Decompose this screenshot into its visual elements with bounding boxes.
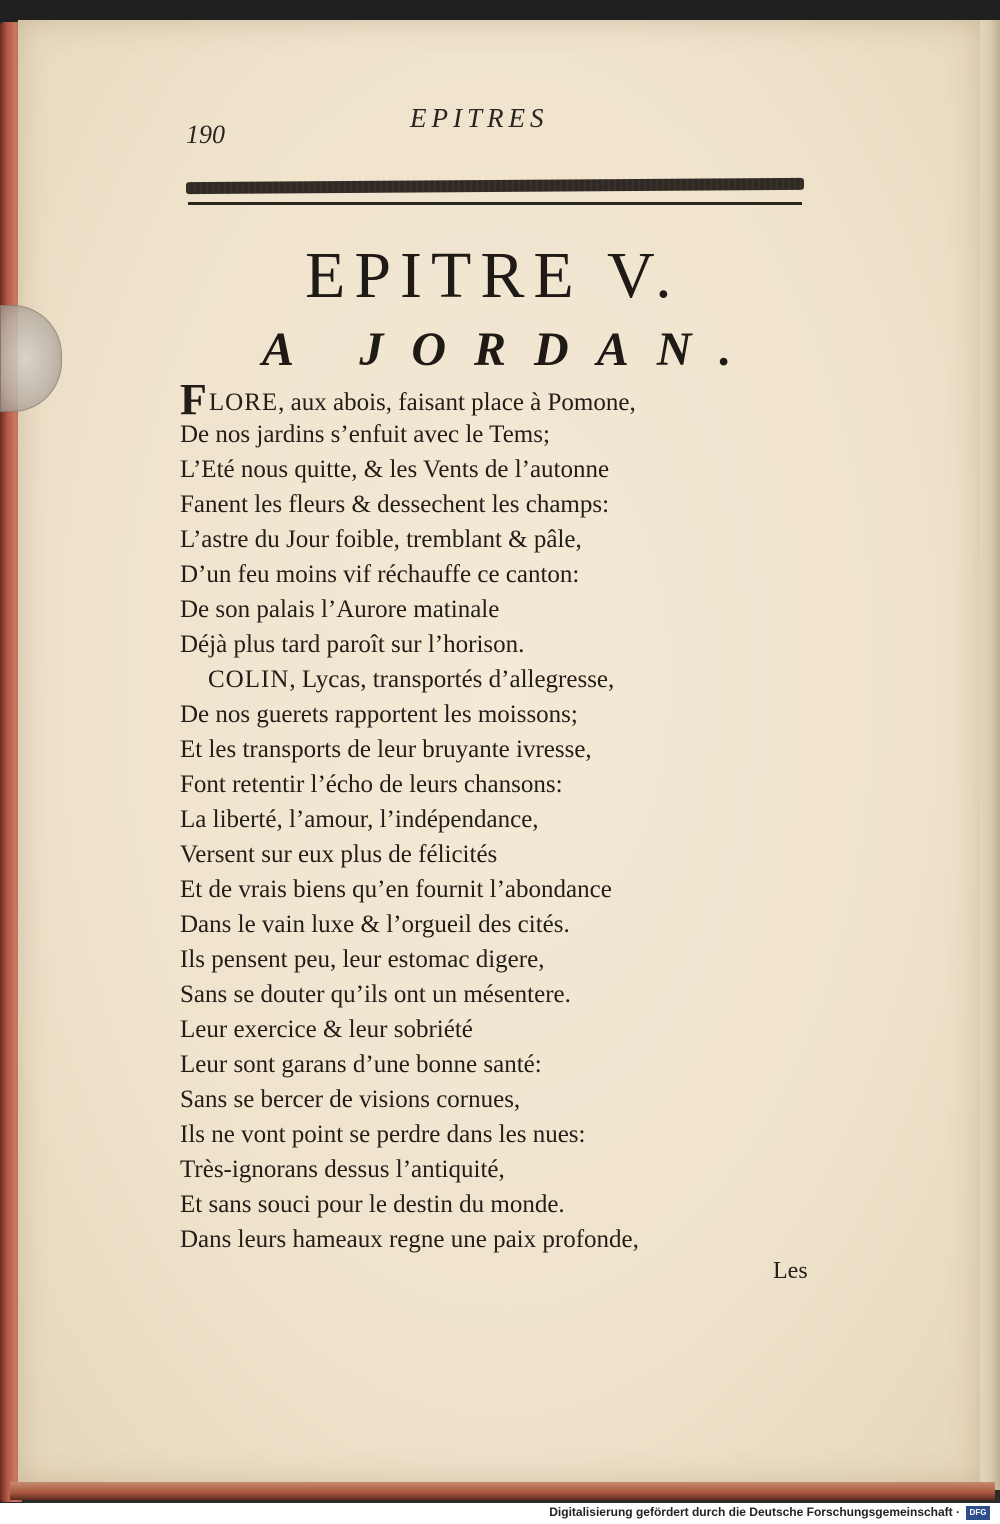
catchword: Les bbox=[773, 1258, 808, 1284]
epistle-dedication: A JORDAN. bbox=[262, 323, 760, 376]
poem-line: Leur sont garans d’une bonne santé: bbox=[180, 1051, 542, 1078]
epistle-title: EPITRE V. bbox=[305, 239, 681, 312]
poem-line: Leur exercice & leur sobriété bbox=[180, 1016, 473, 1043]
poem-line: Ils pensent peu, leur estomac digere, bbox=[180, 946, 545, 973]
poem-line: La liberté, l’amour, l’indépendance, bbox=[180, 806, 539, 833]
poem-line: Dans le vain luxe & l’orgueil des cités. bbox=[180, 911, 570, 938]
poem-line: Déjà plus tard paroît sur l’horison. bbox=[180, 631, 525, 658]
poem-line: Font retentir l’écho de leurs chansons: bbox=[180, 771, 563, 798]
page-edge-bottom bbox=[10, 1482, 995, 1500]
thin-rule bbox=[188, 202, 802, 205]
poem-line: Dans leurs hameaux regne une paix profonde, bbox=[180, 1226, 639, 1253]
poem-line: De nos jardins s’enfuit avec le Tems; bbox=[180, 421, 550, 448]
poem-line: Et les transports de leur bruyante ivresse, bbox=[180, 736, 592, 763]
scan-top-border bbox=[0, 0, 1000, 22]
poem-line: Sans se bercer de visions cornues, bbox=[180, 1086, 521, 1113]
poem-line: Ils ne vont point se perdre dans les nues: bbox=[180, 1121, 586, 1148]
poem-line: Sans se douter qu’ils ont un mésentere. bbox=[180, 981, 571, 1008]
page-number: 190 bbox=[186, 120, 225, 149]
poem-line: De son palais l’Aurore matinale bbox=[180, 596, 500, 623]
funding-credit: Digitalisierung gefördert durch die Deutsche Forschungsgemeinschaft · bbox=[549, 1505, 960, 1519]
poem-line: Et sans souci pour le destin du monde. bbox=[180, 1191, 565, 1218]
poem-line: De nos guerets rapportent les moissons; bbox=[180, 701, 578, 728]
poem-line: Et de vrais biens qu’en fournit l’abondance bbox=[180, 876, 612, 903]
poem-line: L’Eté nous quitte, & les Vents de l’autonne bbox=[180, 456, 610, 483]
poem-line-first bbox=[180, 375, 800, 424]
dfg-logo-icon: DFG bbox=[966, 1506, 990, 1520]
poem-line: Fanent les fleurs & dessechent les champs: bbox=[180, 491, 610, 518]
poem-line-indented bbox=[180, 662, 800, 697]
poem-line: Versent sur eux plus de félicités bbox=[180, 841, 498, 868]
poem-line: Très-ignorans dessus l’antiquité, bbox=[180, 1156, 505, 1183]
poem-line: D’un feu moins vif réchauffe ce canton: bbox=[180, 561, 580, 588]
running-head: EPITRES bbox=[410, 103, 549, 133]
first-line-text: , aux abois, faisant place à Pomone, bbox=[278, 389, 636, 416]
name-smallcaps: COLIN bbox=[208, 666, 290, 693]
first-word-smallcaps: LORE bbox=[208, 389, 279, 416]
drop-cap: F bbox=[180, 375, 207, 424]
colin-line-text: , Lycas, transportés d’allegresse, bbox=[289, 666, 615, 693]
poem-body bbox=[180, 375, 800, 1257]
poem-line: L’astre du Jour foible, tremblant & pâle, bbox=[180, 526, 582, 553]
